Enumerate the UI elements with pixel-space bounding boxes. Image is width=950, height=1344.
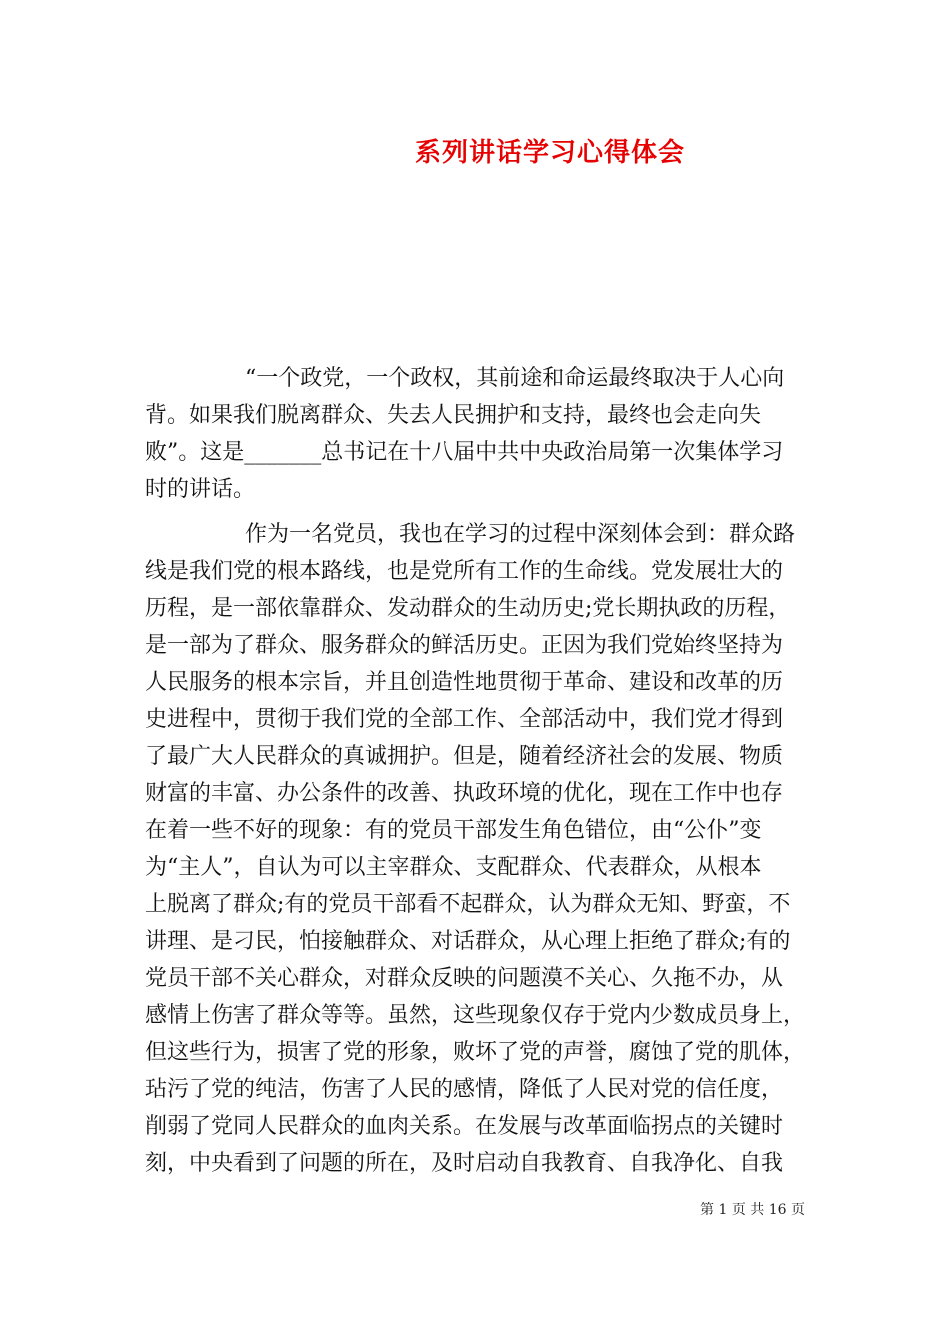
paragraph-2-line-13: 党员干部不关心群众，对群众反映的问题漠不关心、久拖不办，从: [145, 966, 784, 991]
paragraph-2-line-6: 史进程中，贯彻于我们党的全部工作、全部活动中，我们党才得到: [145, 707, 784, 732]
paragraph-2-line-11: 上脱离了群众;有的党员干部看不起群众，认为群众无知、野蛮，不: [145, 892, 791, 917]
paragraph-2-line-16: 玷污了党的纯洁，伤害了人民的感情，降低了人民对党的信任度，: [145, 1077, 784, 1102]
paragraph-1-line-4: 时的讲话。: [145, 477, 256, 502]
paragraph-2-line-8: 财富的丰富、办公条件的改善、执政环境的优化，现在工作中也存: [145, 781, 784, 806]
paragraph-1-line-1: “一个政党，一个政权，其前途和命运最终取决于人心向: [245, 366, 785, 391]
paragraph-2-line-12: 讲理、是刁民，怕接触群众、对话群众，从心理上拒绝了群众;有的: [145, 929, 791, 954]
page-number-footer: 第 1 页 共 16 页: [700, 1202, 805, 1218]
paragraph-2-line-3: 历程，是一部依靠群众、发动群众的生动历史;党长期执政的历程，: [145, 596, 791, 621]
paragraph-2-line-10: 为“主人”，自认为可以主宰群众、支配群众、代表群众，从根本: [145, 855, 762, 880]
paragraph-2-line-5: 人民服务的根本宗旨，并且创造性地贯彻于革命、建设和改革的历: [145, 670, 784, 695]
paragraph-2-line-7: 了最广大人民群众的真诚拥护。但是，随着经济社会的发展、物质: [145, 744, 784, 769]
paragraph-2-line-14: 感情上伤害了群众等等。虽然，这些现象仅存于党内少数成员身上，: [145, 1003, 806, 1028]
paragraph-2-line-1: 作为一名党员，我也在学习的过程中深刻体会到：群众路: [245, 522, 796, 547]
document-title: 系列讲话学习心得体会: [414, 138, 685, 168]
paragraph-1-line-3: 败”。这是_______总书记在十八届中共中央政治局第一次集体学习: [145, 440, 784, 465]
paragraph-2-line-2: 线是我们党的根本路线，也是党所有工作的生命线。党发展壮大的: [145, 559, 784, 584]
document-body: [145, 360, 810, 1182]
paragraph-2-line-18: 刻，中央看到了问题的所在，及时启动自我教育、自我净化、自我: [145, 1151, 784, 1176]
paragraph-1-line-2: 背。如果我们脱离群众、失去人民拥护和支持，最终也会走向失: [145, 403, 762, 428]
paragraph-2-line-15: 但这些行为，损害了党的形象，败坏了党的声誉，腐蚀了党的肌体，: [145, 1040, 806, 1065]
paragraph-2-line-9: 在着一些不好的现象：有的党员干部发生角色错位，由“公仆”变: [145, 818, 762, 843]
paragraph-gap: [145, 508, 810, 516]
paragraph-2-line-17: 削弱了党同人民群众的血肉关系。在发展与改革面临拐点的关键时: [145, 1114, 784, 1139]
paragraph-2-line-4: 是一部为了群众、服务群众的鲜活历史。正因为我们党始终坚持为: [145, 633, 784, 658]
